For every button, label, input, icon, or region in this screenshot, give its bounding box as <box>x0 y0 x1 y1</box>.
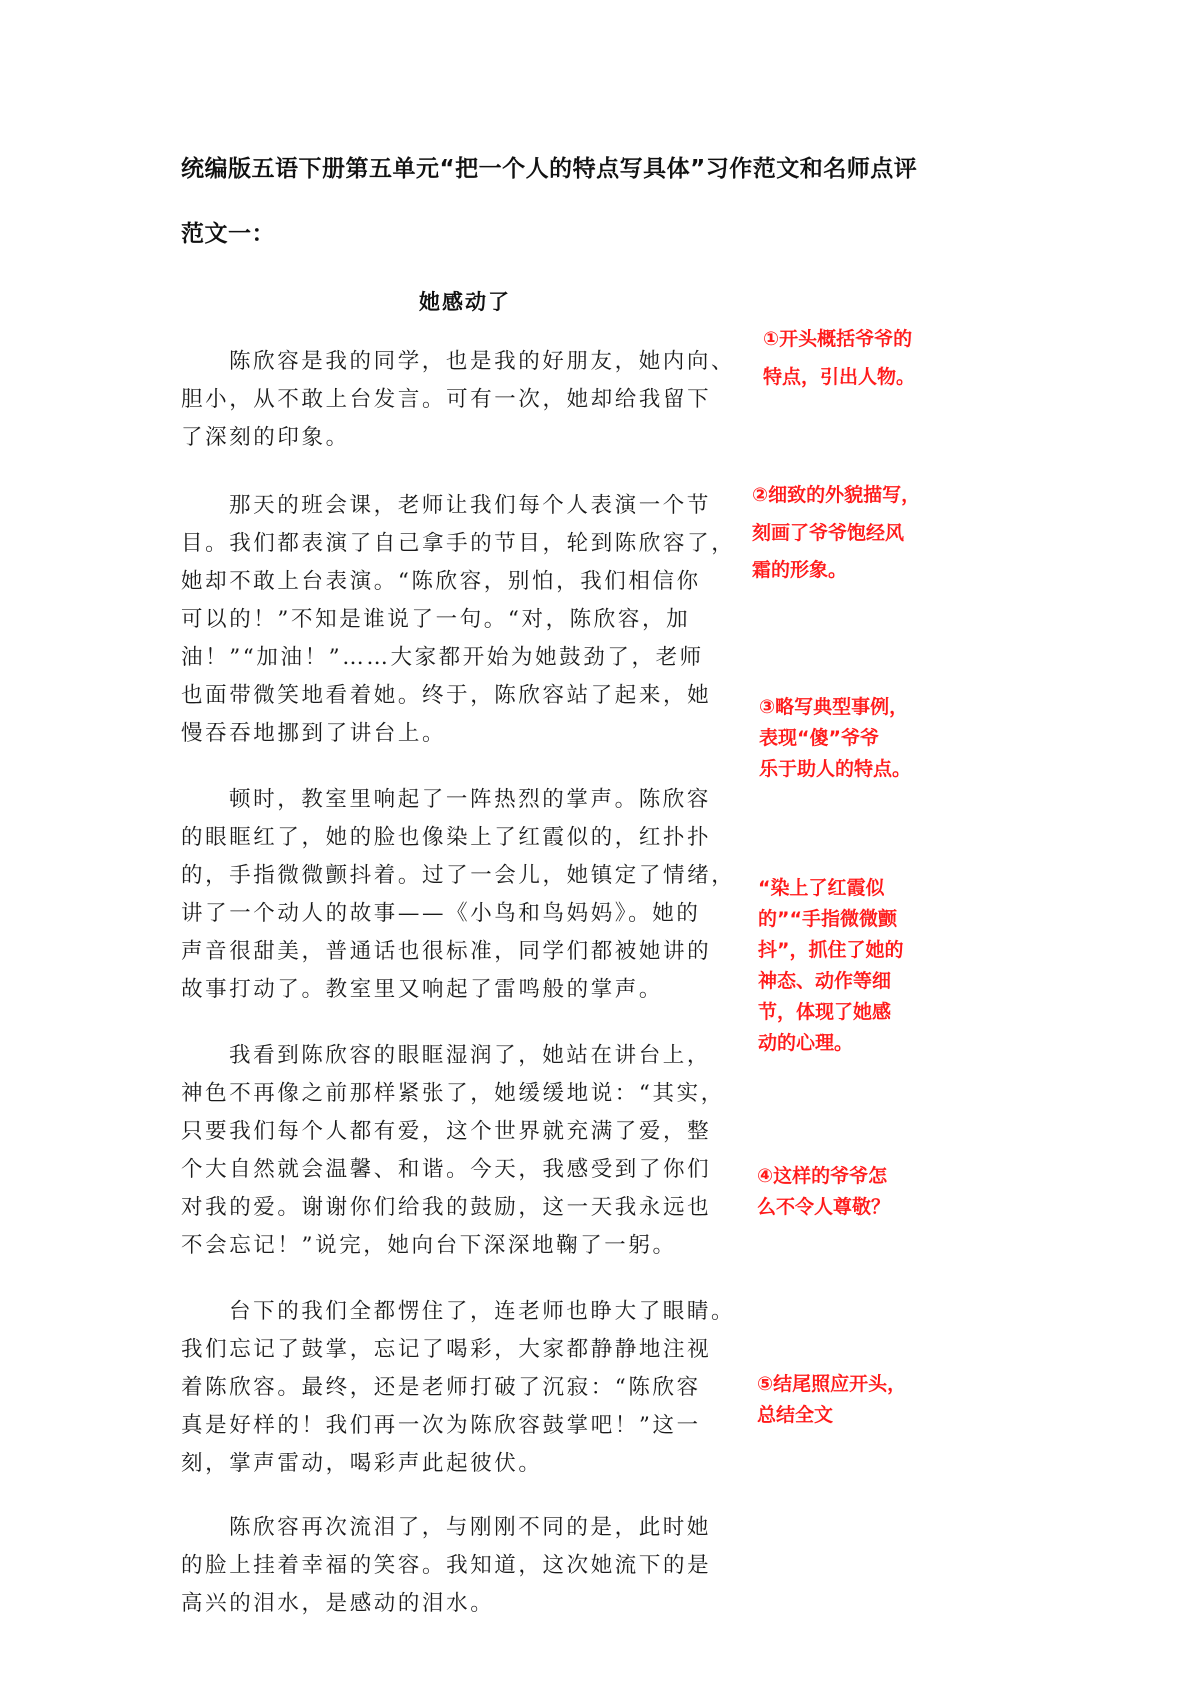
annotation-line: 乐于助人的特点。 <box>759 758 912 780</box>
paragraph-line: 她却不敢上台表演。“陈欣容，别怕，我们相信你 <box>181 569 701 594</box>
annotation-line: “染上了红霞似 <box>758 877 885 899</box>
paragraph-line: 只要我们每个人都有爱，这个世界就充满了爱，整 <box>181 1119 712 1144</box>
paragraph-line: 了深刻的印象。 <box>181 425 350 450</box>
paragraph-line: 刻，掌声雷动，喝彩声此起彼伏。 <box>181 1451 543 1476</box>
annotation-line: ③略写典型事例， <box>759 696 909 718</box>
paragraph-line: 高兴的泪水，是感动的泪水。 <box>181 1591 495 1616</box>
paragraph-line: 那天的班会课，老师让我们每个人表演一个节 <box>229 493 712 518</box>
annotation-line: 抖”，抓住了她的 <box>758 939 904 961</box>
annotation-line: 的”“手指微微颤 <box>758 908 897 930</box>
paragraph-line: 可以的！”不知是谁说了一句。“对，陈欣容，加 <box>181 607 691 632</box>
paragraph-line: 陈欣容再次流泪了，与刚刚不同的是，此时她 <box>229 1515 712 1540</box>
document-heading: 统编版五语下册第五单元“把一个人的特点写具体”习作范文和名师点评 <box>181 156 918 182</box>
paragraph-line: 个大自然就会温馨、和谐。今天，我感受到了你们 <box>181 1157 712 1182</box>
paragraph-line: 对我的爱。谢谢你们给我的鼓励，这一天我永远也 <box>181 1195 712 1220</box>
annotation-line: 节，体现了她感 <box>758 1001 892 1023</box>
paragraph-line: 胆小，从不敢上台发言。可有一次，她却给我留下 <box>181 387 712 412</box>
section-label: 范文一： <box>181 221 275 247</box>
annotation-line: 特点，引出人物。 <box>763 366 916 388</box>
paragraph-line: 声音很甜美，普通话也很标准，同学们都被她讲的 <box>181 939 712 964</box>
annotation-line: 表现“傻”爷爷 <box>759 727 879 749</box>
paragraph-line: 真是好样的！我们再一次为陈欣容鼓掌吧！”这一 <box>181 1413 701 1438</box>
annotation-line: 霜的形象。 <box>752 559 848 581</box>
annotation-line: 刻画了爷爷饱经风 <box>752 522 905 544</box>
essay-title: 她感动了 <box>419 289 511 314</box>
paragraph-line: 神色不再像之前那样紧张了，她缓缓地说：“其实， <box>181 1081 725 1106</box>
paragraph-line: 顿时，教室里响起了一阵热烈的掌声。陈欣容 <box>229 787 712 812</box>
paragraph-line: 目。我们都表演了自己拿手的节目，轮到陈欣容了， <box>181 531 736 556</box>
paragraph-line: 的脸上挂着幸福的笑容。我知道，这次她流下的是 <box>181 1553 712 1578</box>
paragraph-line: 我们忘记了鼓掌，忘记了喝彩，大家都静静地注视 <box>181 1337 712 1362</box>
paragraph-line: 着陈欣容。最终，还是老师打破了沉寂：“陈欣容 <box>181 1375 701 1400</box>
annotation-line: 动的心理。 <box>758 1032 854 1054</box>
annotation-line: ①开头概括爷爷的 <box>763 328 913 350</box>
paragraph-line: 慢吞吞地挪到了讲台上。 <box>181 721 447 746</box>
paragraph-line: 我看到陈欣容的眼眶湿润了，她站在讲台上， <box>229 1043 712 1068</box>
paragraph-line: 台下的我们全都愣住了，连老师也睁大了眼睛。 <box>229 1299 736 1324</box>
paragraph-line: 陈欣容是我的同学，也是我的好朋友，她内向、 <box>229 349 736 374</box>
annotation-line: 么不令人尊敬？ <box>757 1196 891 1218</box>
annotation-line: 总结全文 <box>757 1404 834 1426</box>
annotation-line: 神态、动作等细 <box>758 970 892 992</box>
annotation-line: ⑤结尾照应开头， <box>757 1373 907 1395</box>
paragraph-line: 油！”“加油！”……大家都开始为她鼓劲了，老师 <box>181 645 704 670</box>
paragraph-line: 不会忘记！”说完，她向台下深深地鞠了一躬。 <box>181 1233 677 1258</box>
paragraph-line: 也面带微笑地看着她。终于，陈欣容站了起来，她 <box>181 683 712 708</box>
annotation-line: ②细致的外貌描写， <box>752 484 921 506</box>
paragraph-line: 的，手指微微颤抖着。过了一会儿，她镇定了情绪， <box>181 863 736 888</box>
paragraph-line: 讲了一个动人的故事——《小鸟和鸟妈妈》。她的 <box>181 901 701 926</box>
paragraph-line: 故事打动了。教室里又响起了雷鸣般的掌声。 <box>181 977 664 1002</box>
annotation-line: ④这样的爷爷怎 <box>757 1165 888 1187</box>
paragraph-line: 的眼眶红了，她的脸也像染上了红霞似的，红扑扑 <box>181 825 712 850</box>
